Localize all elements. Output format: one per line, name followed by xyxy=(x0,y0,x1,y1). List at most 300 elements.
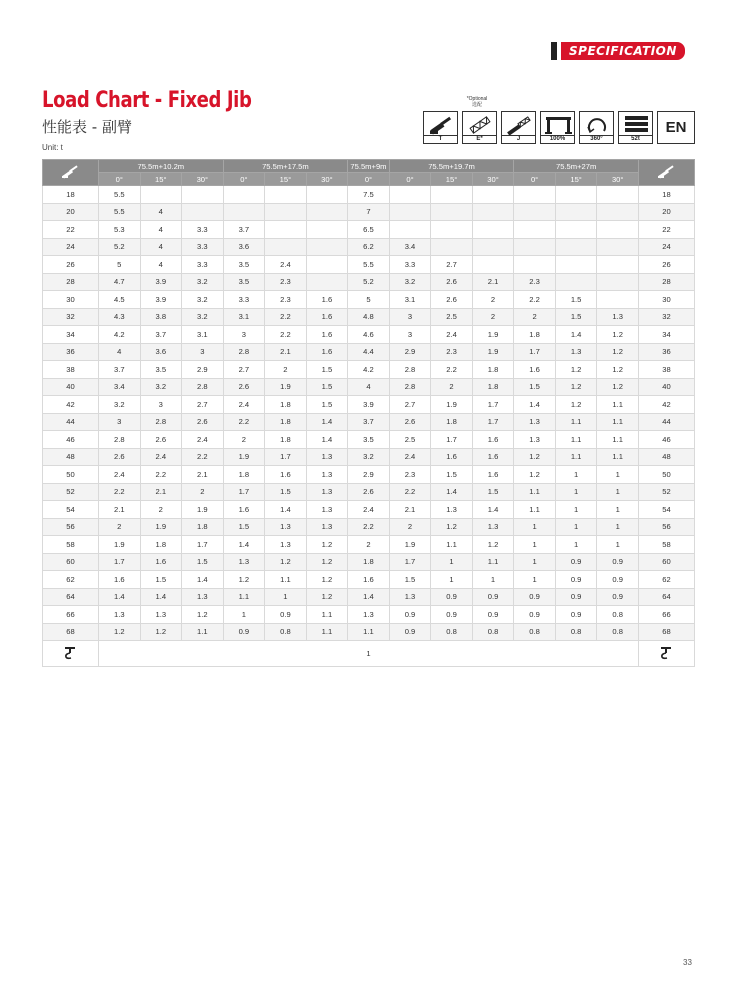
radius-cell: 30 xyxy=(43,291,99,309)
load-cell: 1.1 xyxy=(597,413,639,431)
load-cell xyxy=(223,186,265,204)
load-cell: 2 xyxy=(431,378,473,396)
load-cell: 1.6 xyxy=(514,361,556,379)
load-cell: 1 xyxy=(431,553,473,571)
radius-cell: 34 xyxy=(43,326,99,344)
load-cell: 1.4 xyxy=(99,588,141,606)
load-cell: 3.6 xyxy=(140,343,182,361)
load-cell xyxy=(306,203,348,221)
load-cell: 1.2 xyxy=(306,588,348,606)
load-cell: 1.4 xyxy=(431,483,473,501)
load-cell: 2.2 xyxy=(223,413,265,431)
radius-cell: 56 xyxy=(639,518,695,536)
load-cell: 1.9 xyxy=(472,343,514,361)
load-cell: 3.3 xyxy=(182,238,224,256)
load-cell: 3 xyxy=(182,343,224,361)
load-cell: 2.9 xyxy=(182,361,224,379)
load-cell: 1.3 xyxy=(265,536,307,554)
load-cell: 1.2 xyxy=(265,553,307,571)
load-cell: 3.5 xyxy=(223,273,265,291)
load-cell: 2.7 xyxy=(431,256,473,274)
table-row xyxy=(43,378,695,396)
boom-config-header: 75.5m+19.7m xyxy=(389,160,514,173)
table-row xyxy=(43,256,695,274)
radius-cell: 18 xyxy=(43,186,99,204)
load-cell: 0.9 xyxy=(555,553,597,571)
load-cell: 1.9 xyxy=(265,378,307,396)
load-cell: 1 xyxy=(514,571,556,589)
load-cell: 0.8 xyxy=(597,606,639,624)
load-cell: 1.2 xyxy=(140,623,182,641)
load-cell: 2.8 xyxy=(140,413,182,431)
radius-cell: 54 xyxy=(639,501,695,519)
load-cell: 1.3 xyxy=(306,501,348,519)
load-cell: 3.3 xyxy=(389,256,431,274)
radius-cell: 48 xyxy=(43,448,99,466)
load-cell: 1.5 xyxy=(555,308,597,326)
load-cell: 4.2 xyxy=(99,326,141,344)
radius-cell: 50 xyxy=(639,466,695,484)
load-cell: 3.2 xyxy=(182,273,224,291)
load-cell: 1.7 xyxy=(265,448,307,466)
load-cell: 2.2 xyxy=(265,326,307,344)
language-label: EN xyxy=(657,111,695,144)
load-cell xyxy=(306,256,348,274)
load-cell: 3.2 xyxy=(389,273,431,291)
radius-cell: 24 xyxy=(43,238,99,256)
load-cell: 1.2 xyxy=(182,606,224,624)
load-cell: 1.1 xyxy=(306,623,348,641)
hook-row xyxy=(43,641,695,667)
load-cell xyxy=(514,186,556,204)
load-cell: 0.9 xyxy=(597,571,639,589)
load-cell xyxy=(555,186,597,204)
radius-cell: 50 xyxy=(43,466,99,484)
load-cell: 1.3 xyxy=(348,606,390,624)
load-cell: 0.8 xyxy=(555,623,597,641)
radius-cell: 26 xyxy=(639,256,695,274)
radius-cell: 30 xyxy=(639,291,695,309)
optional-note: *Optional 选配 xyxy=(466,96,488,108)
table-row xyxy=(43,448,695,466)
load-cell: 2.4 xyxy=(348,501,390,519)
radius-cell: 46 xyxy=(639,431,695,449)
load-cell: 3.9 xyxy=(140,273,182,291)
load-cell: 1 xyxy=(597,518,639,536)
load-cell xyxy=(389,203,431,221)
load-cell: 1.9 xyxy=(223,448,265,466)
load-cell: 2.9 xyxy=(389,343,431,361)
load-cell xyxy=(472,186,514,204)
load-cell: 1.3 xyxy=(555,343,597,361)
radius-cell: 58 xyxy=(43,536,99,554)
load-cell xyxy=(265,203,307,221)
load-cell: 2.2 xyxy=(348,518,390,536)
load-cell: 1.4 xyxy=(514,396,556,414)
load-cell: 2.5 xyxy=(389,431,431,449)
load-cell: 1.1 xyxy=(597,396,639,414)
load-cell: 1.1 xyxy=(597,448,639,466)
load-cell: 1.6 xyxy=(306,343,348,361)
load-cell: 3.1 xyxy=(223,308,265,326)
hook-icon xyxy=(639,641,695,667)
load-cell: 1.3 xyxy=(306,518,348,536)
table-row xyxy=(43,396,695,414)
radius-cell: 28 xyxy=(43,273,99,291)
load-cell: 1.8 xyxy=(472,378,514,396)
load-cell: 1.1 xyxy=(514,483,556,501)
load-cell: 1.2 xyxy=(431,518,473,536)
load-cell: 4.2 xyxy=(348,361,390,379)
load-cell: 1.8 xyxy=(265,431,307,449)
load-cell: 0.9 xyxy=(472,606,514,624)
load-cell: 1.7 xyxy=(99,553,141,571)
load-cell: 1 xyxy=(555,518,597,536)
radius-cell: 22 xyxy=(43,221,99,239)
load-cell: 2.8 xyxy=(182,378,224,396)
load-cell: 3 xyxy=(223,326,265,344)
load-cell xyxy=(555,221,597,239)
angle-header: 15° xyxy=(140,173,182,186)
load-cell xyxy=(472,238,514,256)
load-cell xyxy=(597,221,639,239)
load-cell: 0.9 xyxy=(389,606,431,624)
load-cell: 4 xyxy=(140,238,182,256)
page-subtitle: 性能表 - 副臂 xyxy=(42,118,132,136)
load-cell xyxy=(265,221,307,239)
load-cell xyxy=(306,238,348,256)
table-row xyxy=(43,291,695,309)
load-cell: 1.5 xyxy=(306,361,348,379)
radius-cell: 20 xyxy=(639,203,695,221)
load-cell: 4 xyxy=(140,203,182,221)
boom-radius-icon xyxy=(43,160,99,186)
boom-config-header: 75.5m+27m xyxy=(514,160,639,173)
load-cell: 1.3 xyxy=(306,466,348,484)
load-cell: 1.6 xyxy=(140,553,182,571)
load-cell: 3.3 xyxy=(223,291,265,309)
angle-header: 15° xyxy=(555,173,597,186)
load-cell: 2.4 xyxy=(223,396,265,414)
radius-cell: 52 xyxy=(43,483,99,501)
load-cell xyxy=(514,203,556,221)
load-cell: 1.3 xyxy=(182,588,224,606)
load-cell: 1.6 xyxy=(306,308,348,326)
load-cell: 2 xyxy=(514,308,556,326)
boom-config-header: 75.5m+10.2m xyxy=(99,160,224,173)
load-cell: 0.9 xyxy=(597,588,639,606)
load-cell: 1.8 xyxy=(265,396,307,414)
load-cell: 1.8 xyxy=(182,518,224,536)
load-cell: 1.1 xyxy=(306,606,348,624)
load-cell xyxy=(431,221,473,239)
load-cell: 2 xyxy=(348,536,390,554)
load-cell: 2.3 xyxy=(265,291,307,309)
load-cell: 3.4 xyxy=(99,378,141,396)
table-row xyxy=(43,343,695,361)
load-cell: 1 xyxy=(514,553,556,571)
load-cell xyxy=(555,238,597,256)
load-cell: 5.5 xyxy=(99,186,141,204)
load-cell: 1.9 xyxy=(431,396,473,414)
load-cell: 5.3 xyxy=(99,221,141,239)
boom-radius-icon xyxy=(639,160,695,186)
load-cell: 1.7 xyxy=(223,483,265,501)
radius-cell: 36 xyxy=(43,343,99,361)
load-cell xyxy=(182,186,224,204)
load-cell: 1.3 xyxy=(306,448,348,466)
table-row xyxy=(43,326,695,344)
load-cell: 3.1 xyxy=(182,326,224,344)
load-cell: 0.9 xyxy=(555,606,597,624)
load-cell: 0.8 xyxy=(472,623,514,641)
load-cell: 1.4 xyxy=(306,413,348,431)
load-cell: 0.9 xyxy=(223,623,265,641)
angle-header: 30° xyxy=(597,173,639,186)
load-cell: 0.8 xyxy=(514,623,556,641)
radius-cell: 64 xyxy=(639,588,695,606)
load-cell: 1 xyxy=(223,606,265,624)
radius-cell: 40 xyxy=(43,378,99,396)
radius-cell: 64 xyxy=(43,588,99,606)
load-cell: 2.6 xyxy=(182,413,224,431)
section-tag-bar xyxy=(551,42,557,60)
load-cell: 1.3 xyxy=(99,606,141,624)
load-cell: 5 xyxy=(99,256,141,274)
load-cell: 1.4 xyxy=(555,326,597,344)
load-cell: 1.2 xyxy=(514,448,556,466)
load-cell: 1.9 xyxy=(140,518,182,536)
load-cell: 1.1 xyxy=(597,431,639,449)
load-cell: 1 xyxy=(514,536,556,554)
load-cell: 2.2 xyxy=(182,448,224,466)
load-cell xyxy=(306,186,348,204)
load-cell: 1.6 xyxy=(223,501,265,519)
table-header-row xyxy=(43,160,695,173)
load-cell: 1.5 xyxy=(182,553,224,571)
load-cell: 2.6 xyxy=(99,448,141,466)
load-cell: 2.3 xyxy=(265,273,307,291)
load-cell: 2.3 xyxy=(389,466,431,484)
load-cell: 1.7 xyxy=(472,396,514,414)
load-cell: 1.1 xyxy=(472,553,514,571)
load-cell: 0.9 xyxy=(555,571,597,589)
load-cell: 4 xyxy=(140,256,182,274)
load-cell: 2 xyxy=(389,518,431,536)
radius-cell: 24 xyxy=(639,238,695,256)
radius-cell: 36 xyxy=(639,343,695,361)
load-cell: 2 xyxy=(99,518,141,536)
load-cell: 1 xyxy=(555,536,597,554)
load-cell xyxy=(472,203,514,221)
load-cell: 4.7 xyxy=(99,273,141,291)
load-cell: 1.9 xyxy=(389,536,431,554)
outrigger-icon: 100% xyxy=(540,111,575,144)
table-row xyxy=(43,571,695,589)
load-cell: 2.1 xyxy=(389,501,431,519)
load-cell: 3.2 xyxy=(348,448,390,466)
radius-cell: 40 xyxy=(639,378,695,396)
load-cell: 2.7 xyxy=(223,361,265,379)
load-cell: 1.5 xyxy=(431,466,473,484)
load-cell: 1.7 xyxy=(389,553,431,571)
radius-cell: 60 xyxy=(639,553,695,571)
load-cell: 3.5 xyxy=(348,431,390,449)
radius-cell: 34 xyxy=(639,326,695,344)
load-cell: 1.1 xyxy=(555,431,597,449)
load-cell: 2.8 xyxy=(389,378,431,396)
table-row xyxy=(43,606,695,624)
load-cell: 2.9 xyxy=(348,466,390,484)
load-cell: 1.4 xyxy=(140,588,182,606)
load-cell: 2.7 xyxy=(182,396,224,414)
load-cell xyxy=(182,203,224,221)
radius-cell: 38 xyxy=(639,361,695,379)
load-cell xyxy=(597,238,639,256)
radius-cell: 44 xyxy=(43,413,99,431)
load-cell: 1 xyxy=(472,571,514,589)
boom-config-header: 75.5m+17.5m xyxy=(223,160,348,173)
load-cell: 2.6 xyxy=(389,413,431,431)
load-cell: 2.6 xyxy=(431,273,473,291)
load-cell: 1.6 xyxy=(99,571,141,589)
hook-icon xyxy=(43,641,99,667)
counterweight-icon: 52t xyxy=(618,111,653,144)
radius-cell: 68 xyxy=(639,623,695,641)
load-cell: 1.5 xyxy=(472,483,514,501)
load-cell: 1.8 xyxy=(140,536,182,554)
load-cell: 2.6 xyxy=(431,291,473,309)
table-row xyxy=(43,553,695,571)
radius-cell: 66 xyxy=(43,606,99,624)
load-cell: 1.4 xyxy=(182,571,224,589)
angle-header: 0° xyxy=(99,173,141,186)
load-cell: 1.4 xyxy=(348,588,390,606)
angle-header: 0° xyxy=(514,173,556,186)
load-cell xyxy=(555,273,597,291)
radius-cell: 26 xyxy=(43,256,99,274)
load-cell: 6.5 xyxy=(348,221,390,239)
load-cell: 1.3 xyxy=(389,588,431,606)
telescopic-boom-icon: T xyxy=(423,111,458,144)
page-number: 33 xyxy=(683,958,692,967)
load-cell xyxy=(514,221,556,239)
load-cell: 1.5 xyxy=(306,378,348,396)
load-cell: 1.7 xyxy=(431,431,473,449)
radius-cell: 32 xyxy=(639,308,695,326)
table-row xyxy=(43,501,695,519)
load-cell: 5.2 xyxy=(348,273,390,291)
load-cell: 1 xyxy=(555,466,597,484)
load-cell: 3.2 xyxy=(182,291,224,309)
table-row xyxy=(43,308,695,326)
load-cell: 2.4 xyxy=(431,326,473,344)
load-cell: 1.3 xyxy=(597,308,639,326)
load-cell: 1.7 xyxy=(182,536,224,554)
load-cell: 5.5 xyxy=(99,203,141,221)
load-cell: 0.9 xyxy=(389,623,431,641)
load-cell xyxy=(431,203,473,221)
table-row xyxy=(43,431,695,449)
angle-header: 0° xyxy=(348,173,390,186)
load-cell: 3.9 xyxy=(348,396,390,414)
load-cell xyxy=(140,186,182,204)
load-cell: 2.6 xyxy=(348,483,390,501)
load-cell: 1.2 xyxy=(597,343,639,361)
load-cell: 1.2 xyxy=(306,553,348,571)
table-row xyxy=(43,588,695,606)
load-cell: 2.1 xyxy=(265,343,307,361)
radius-cell: 60 xyxy=(43,553,99,571)
load-cell: 4.4 xyxy=(348,343,390,361)
load-cell: 2.5 xyxy=(431,308,473,326)
load-cell: 1.5 xyxy=(265,483,307,501)
load-cell: 1.8 xyxy=(348,553,390,571)
load-cell: 2.6 xyxy=(223,378,265,396)
jib-icon: J xyxy=(501,111,536,144)
load-cell: 3.7 xyxy=(348,413,390,431)
load-cell: 4.5 xyxy=(99,291,141,309)
radius-cell: 42 xyxy=(43,396,99,414)
angle-header: 30° xyxy=(472,173,514,186)
load-cell: 1 xyxy=(265,588,307,606)
radius-cell: 62 xyxy=(639,571,695,589)
table-row xyxy=(43,413,695,431)
load-cell: 1.8 xyxy=(223,466,265,484)
load-cell: 1.2 xyxy=(472,536,514,554)
angle-header: 15° xyxy=(265,173,307,186)
table-row xyxy=(43,483,695,501)
load-cell: 3 xyxy=(389,308,431,326)
load-cell: 5.2 xyxy=(99,238,141,256)
load-cell: 0.9 xyxy=(514,606,556,624)
angle-header: 15° xyxy=(431,173,473,186)
load-cell: 1 xyxy=(555,501,597,519)
radius-cell: 68 xyxy=(43,623,99,641)
angle-header: 0° xyxy=(223,173,265,186)
load-cell: 0.9 xyxy=(431,606,473,624)
load-cell: 1.6 xyxy=(472,448,514,466)
load-cell xyxy=(223,203,265,221)
load-cell: 2.2 xyxy=(514,291,556,309)
load-cell: 1.3 xyxy=(431,501,473,519)
load-cell: 1.1 xyxy=(555,448,597,466)
load-cell xyxy=(265,186,307,204)
load-cell: 1.5 xyxy=(555,291,597,309)
radius-cell: 38 xyxy=(43,361,99,379)
load-cell: 7 xyxy=(348,203,390,221)
load-cell: 2.7 xyxy=(389,396,431,414)
load-cell: 1.6 xyxy=(265,466,307,484)
load-cell: 1 xyxy=(597,483,639,501)
load-cell: 3.7 xyxy=(140,326,182,344)
load-cell: 1.2 xyxy=(555,396,597,414)
radius-cell: 62 xyxy=(43,571,99,589)
load-cell: 1.3 xyxy=(223,553,265,571)
load-cell: 1.2 xyxy=(597,361,639,379)
load-cell: 2 xyxy=(472,308,514,326)
load-cell: 1.1 xyxy=(182,623,224,641)
load-cell: 0.9 xyxy=(555,588,597,606)
load-cell: 1.2 xyxy=(99,623,141,641)
load-cell: 1 xyxy=(431,571,473,589)
load-cell xyxy=(265,238,307,256)
load-cell: 3 xyxy=(140,396,182,414)
load-cell: 4 xyxy=(99,343,141,361)
load-cell: 2.2 xyxy=(99,483,141,501)
load-cell: 3.2 xyxy=(140,378,182,396)
radius-cell: 48 xyxy=(639,448,695,466)
